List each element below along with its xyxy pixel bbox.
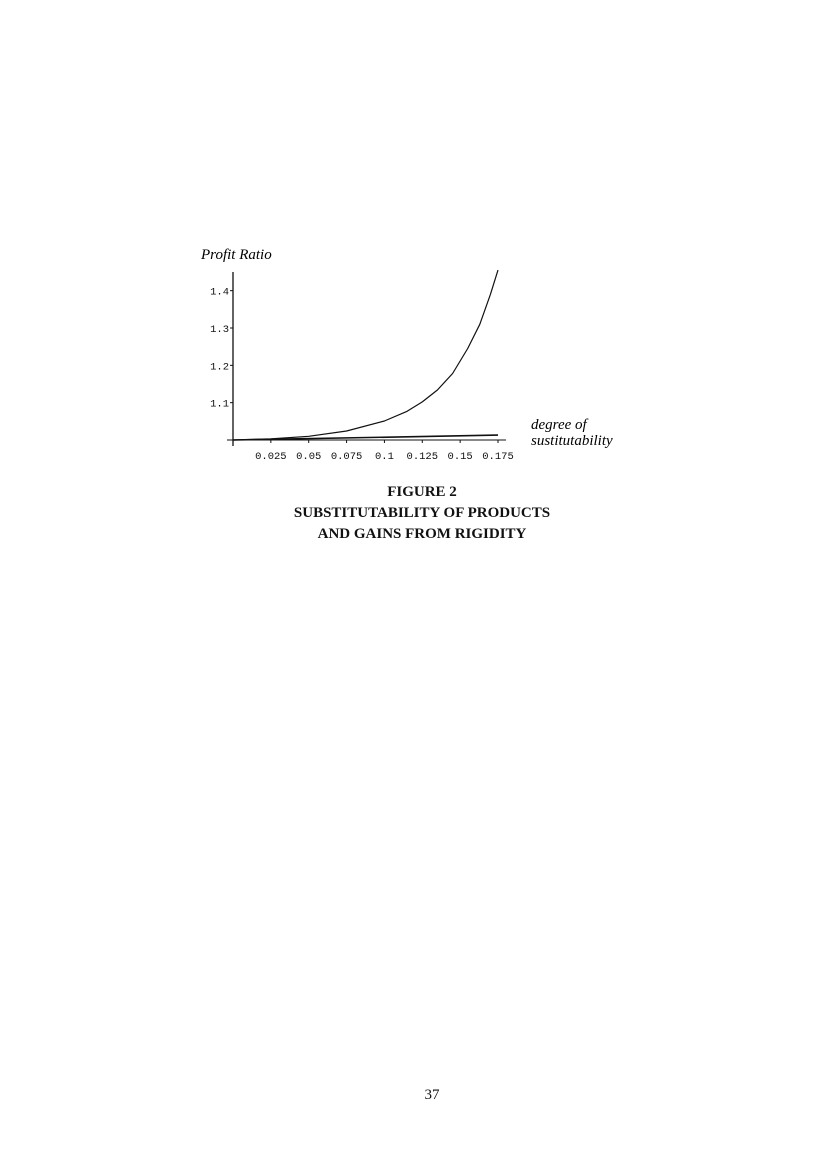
x-tick-label: 0.15 [447,451,473,463]
x-tick-label: 0.125 [406,451,439,463]
y-axis-label: Profit Ratio [201,247,272,263]
x-tick-label: 0.075 [330,451,363,463]
y-tick-label: 1.2 [210,361,229,374]
figure-title-line1: SUBSTITUTABILITY OF PRODUCTS [293,505,551,521]
x-axis [227,440,514,463]
y-tick-label: 1.3 [210,324,229,336]
y-tick-label: 1.1 [210,398,229,411]
x-axis-label-line1: degree of [531,417,587,433]
figure-caption [222,482,622,545]
figure-number: FIGURE 2 [387,484,457,500]
series-line-1 [233,270,498,440]
x-axis-label-line2: sustitutability [531,433,613,449]
x-tick-label: 0.1 [374,451,394,463]
x-tick-label: 0.025 [255,451,287,463]
x-tick-label: 0.05 [296,451,322,463]
profit-ratio-chart [0,0,827,560]
page-number: 37 [424,1087,440,1103]
x-tick-label: 0.175 [482,451,514,463]
figure-title-line2: AND GAINS FROM RIGIDITY [317,526,527,542]
y-axis [210,272,233,446]
series-line-2 [233,435,498,440]
series-group [233,270,498,440]
y-tick-label: 1.4 [210,286,229,299]
